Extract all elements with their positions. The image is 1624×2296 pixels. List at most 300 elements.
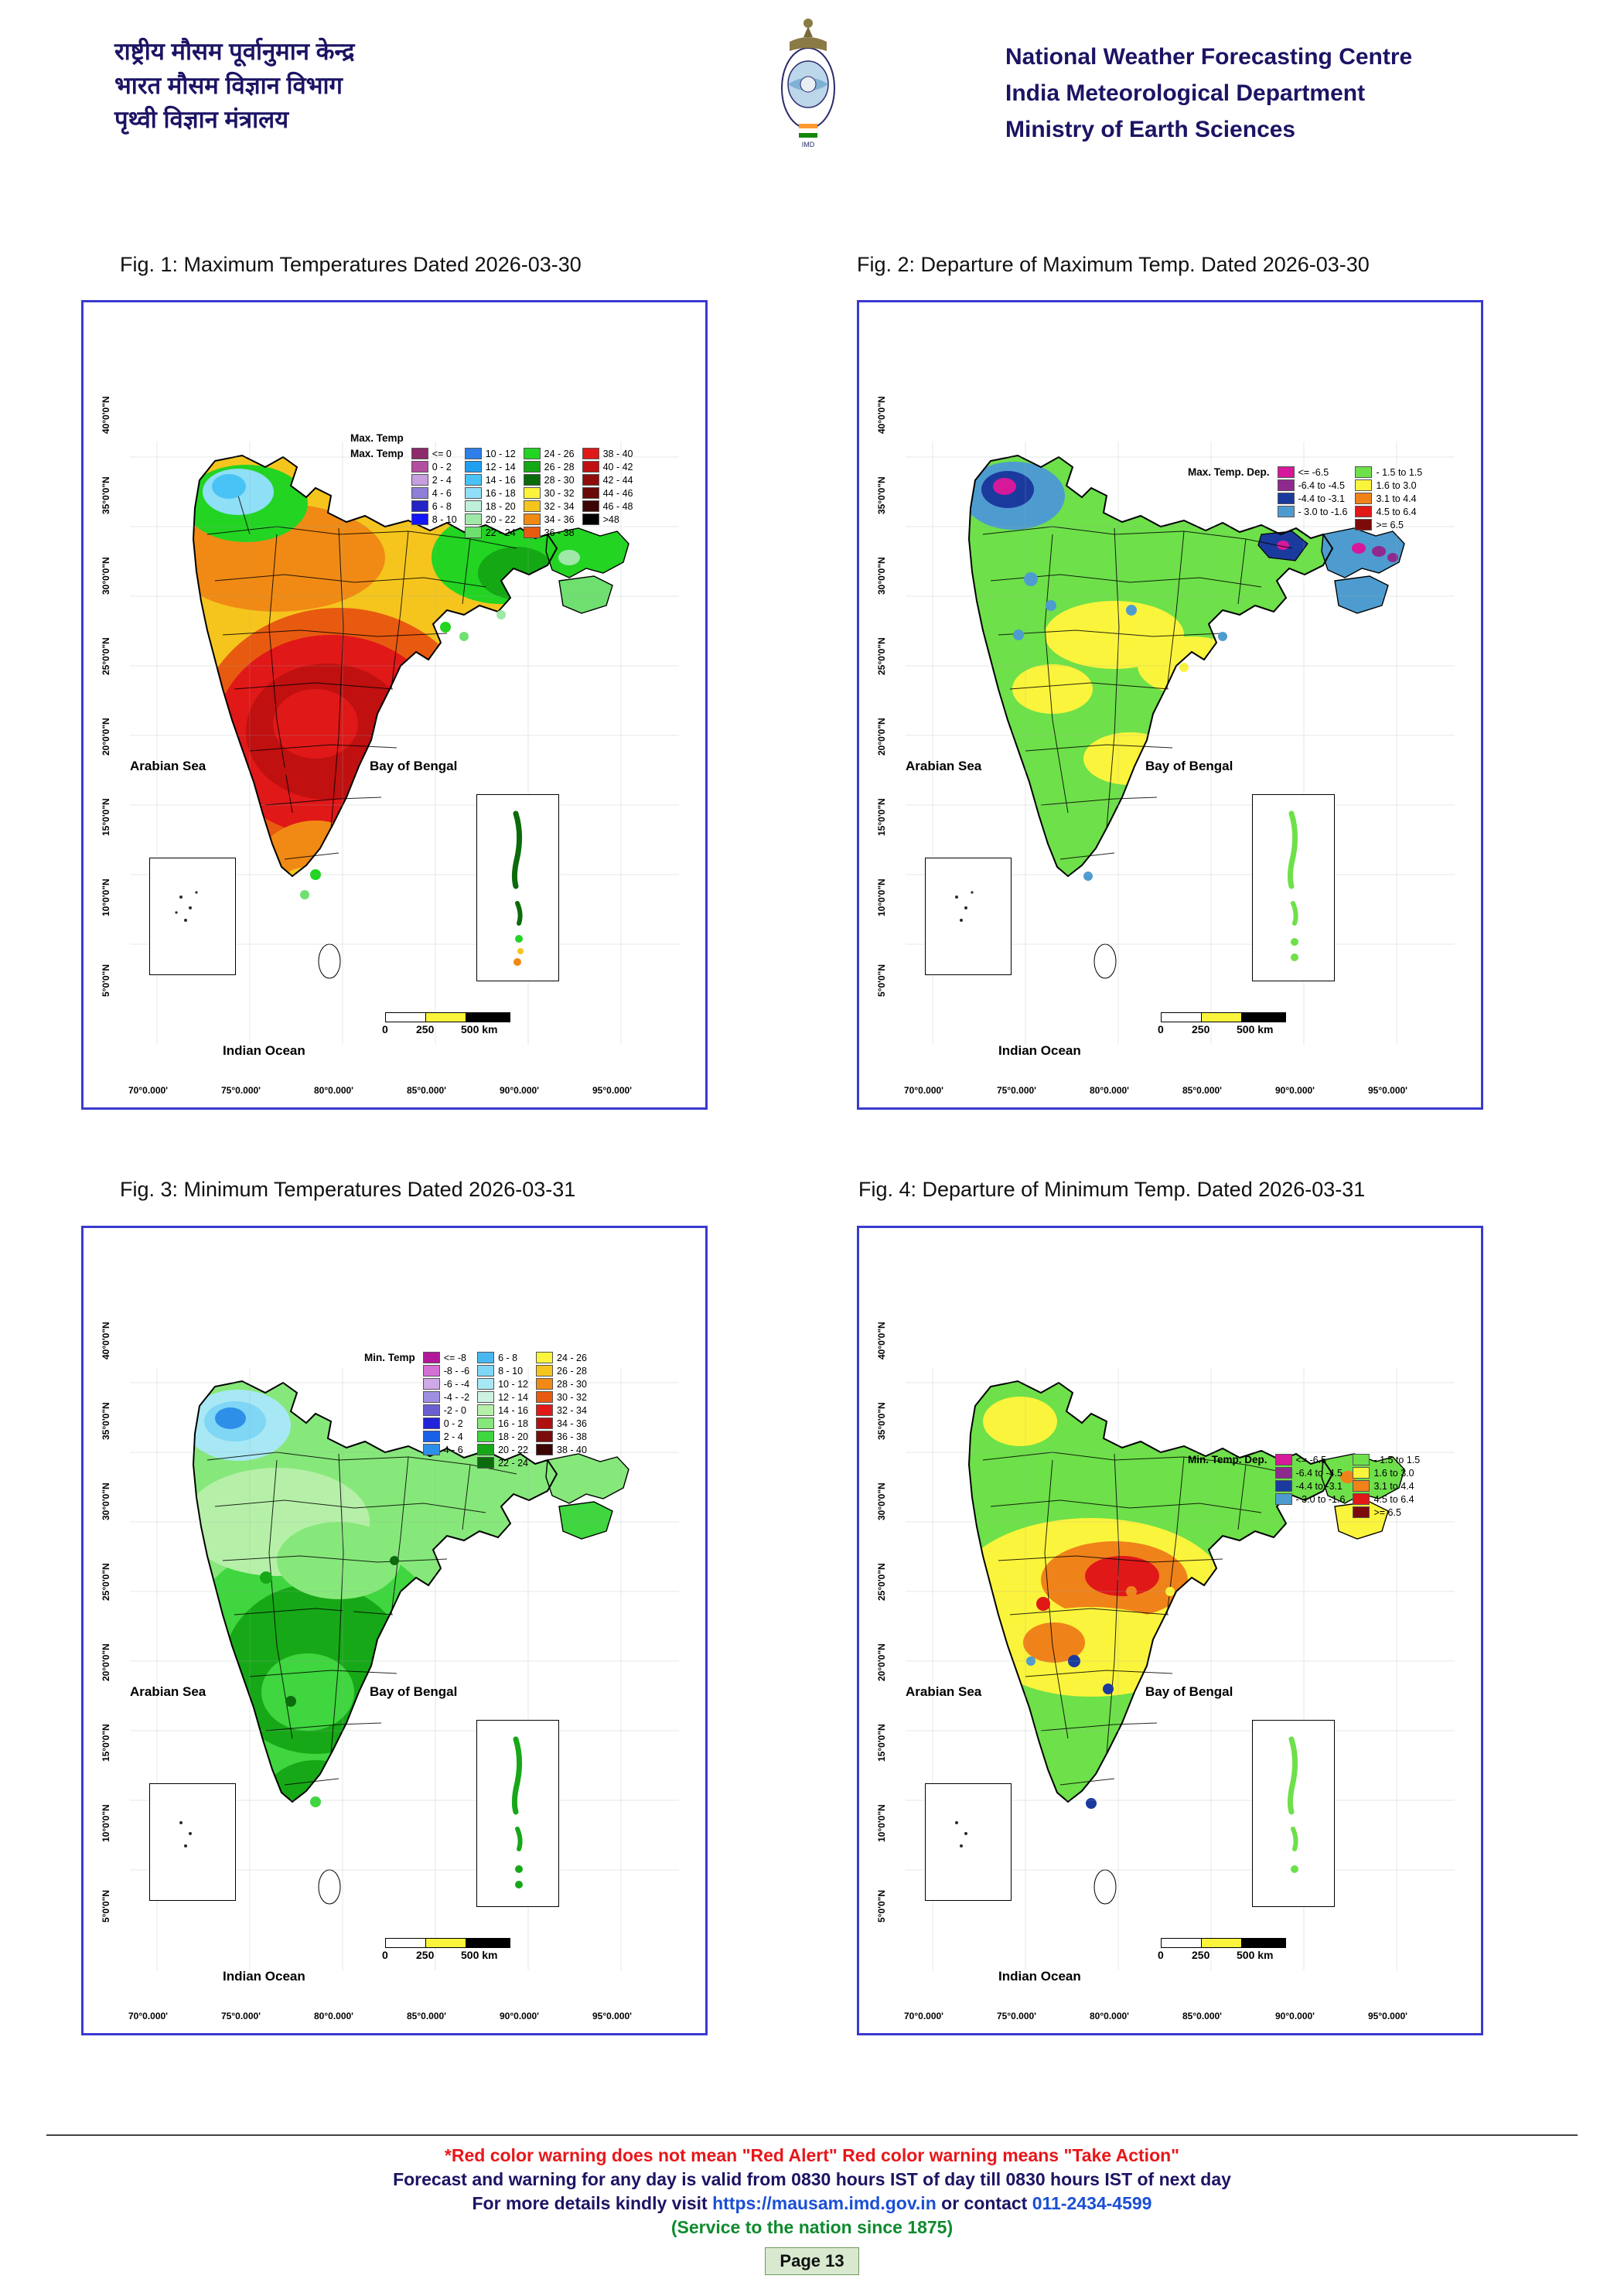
legend-label: -2 - 0 (443, 1404, 466, 1416)
legend-label: 8 - 10 (432, 513, 457, 525)
imd-website-link[interactable]: https://mausam.imd.gov.in (712, 2193, 937, 2213)
lat-label-5n: 5°0'0"N (101, 1889, 111, 1922)
lat-label-15n: 15°0'0"N (101, 798, 111, 836)
legend-label: 16 - 18 (485, 487, 516, 499)
legend-label: -6.4 to -4.5 (1295, 1467, 1343, 1479)
figure-2-caption: Fig. 2: Departure of Maximum Temp. Dated 2026-03-30 (857, 253, 1370, 276)
svg-text:IMD: IMD (801, 141, 815, 148)
legend-label: 26 - 28 (557, 1365, 587, 1377)
legend-label: 18 - 20 (498, 1431, 529, 1442)
legend-swatch (477, 1457, 494, 1469)
legend-label: <= -8 (443, 1352, 466, 1363)
indian-ocean-label: Indian Ocean (223, 1043, 305, 1058)
legend-item (536, 1391, 587, 1403)
lon-label-95e: 95°0.000' (592, 1085, 633, 1096)
legend-label: 10 - 12 (498, 1378, 529, 1390)
legend-item (423, 1418, 469, 1429)
legend-label: 16 - 18 (498, 1418, 529, 1429)
figure-3-legend (364, 1352, 587, 1469)
legend-label: 38 - 40 (557, 1444, 587, 1455)
andaman-nicobar-inset (476, 794, 559, 981)
legend-title-column (364, 1352, 415, 1469)
lon-label-90e: 90°0.000' (1275, 1085, 1315, 1096)
legend-swatch (423, 1352, 440, 1363)
legend-swatch (423, 1444, 440, 1455)
header-english-line-1: National Weather Forecasting Centre (1005, 44, 1413, 70)
lat-label-35n: 35°0'0"N (876, 476, 887, 514)
legend-swatch (1353, 1467, 1370, 1479)
legend-label: 28 - 30 (557, 1378, 587, 1390)
header-hindi-line-3: पृथ्वी विज्ञान मंत्रालय (114, 106, 289, 133)
legend-swatch (477, 1431, 494, 1442)
legend-item (477, 1391, 528, 1403)
legend-item (524, 487, 575, 499)
legend-swatch (465, 448, 482, 459)
legend-item (1353, 1506, 1420, 1518)
legend-swatch (582, 500, 599, 512)
lat-label-25n: 25°0'0"N (876, 1563, 887, 1601)
scale-500-label: 500 km (461, 1023, 498, 1035)
header-english-block (1005, 39, 1412, 148)
legend-item (524, 500, 575, 512)
legend-columns (1188, 1454, 1420, 1518)
legend-label: 34 - 36 (557, 1418, 587, 1429)
scale-250-label: 250 (416, 1023, 435, 1035)
legend-item (411, 448, 457, 459)
legend-label: 0 - 2 (443, 1418, 463, 1429)
legend-item (1278, 466, 1348, 478)
legend-item (1355, 519, 1422, 531)
legend-swatch (423, 1391, 440, 1403)
lakshadweep-inset (925, 1783, 1012, 1901)
legend-title-col (350, 432, 404, 448)
lat-label-40n: 40°0'0"N (101, 396, 111, 434)
legend-swatch (423, 1365, 440, 1377)
legend-swatch (536, 1365, 553, 1377)
legend-label: -6 - -4 (443, 1378, 470, 1390)
legend-label: 10 - 12 (485, 448, 516, 459)
legend-label: 20 - 22 (498, 1444, 529, 1455)
legend-item (465, 487, 516, 499)
legend-item (582, 513, 633, 525)
legend-swatch (477, 1418, 494, 1429)
legend-swatch (582, 448, 599, 459)
legend-item (423, 1431, 469, 1442)
legend-swatch (582, 474, 599, 486)
lat-label-30n: 30°0'0"N (876, 557, 887, 595)
legend-item (477, 1378, 528, 1390)
lat-label-15n: 15°0'0"N (876, 798, 887, 836)
legend-label: 18 - 20 (485, 500, 516, 512)
lon-label-95e: 95°0.000' (1368, 2011, 1408, 2021)
legend-swatch (1355, 506, 1372, 517)
legend-swatch (536, 1391, 553, 1403)
legend-item (477, 1457, 528, 1469)
legend-label: 36 - 38 (544, 527, 575, 538)
legend-swatch (465, 527, 482, 538)
legend-column-1 (1355, 466, 1422, 531)
legend-label: 28 - 30 (544, 474, 575, 486)
legend-label: -4 - -2 (443, 1391, 470, 1403)
legend-label: - 1.5 to 1.5 (1373, 1454, 1421, 1465)
header-hindi-line-2: भारत मौसम विज्ञान विभाग (114, 72, 343, 99)
legend-swatch (536, 1378, 553, 1390)
lat-label-35n: 35°0'0"N (876, 1402, 887, 1440)
legend-item (423, 1391, 469, 1403)
indian-ocean-label: Indian Ocean (998, 1043, 1081, 1058)
legend-swatch (524, 474, 541, 486)
legend-title: Min. Temp. Dep. (1188, 1454, 1267, 1465)
legend-item (1353, 1467, 1420, 1479)
lat-label-20n: 20°0'0"N (101, 1643, 111, 1681)
legend-column-2 (524, 448, 575, 538)
lat-label-40n: 40°0'0"N (101, 1322, 111, 1360)
figure-4-map-panel[interactable] (857, 1226, 1483, 2035)
lakshadweep-inset (149, 858, 236, 975)
lon-label-70e: 70°0.000' (128, 2011, 169, 2021)
legend-label: 32 - 34 (557, 1404, 587, 1416)
legend-label: 24 - 26 (557, 1352, 587, 1363)
legend-label: 24 - 26 (544, 448, 575, 459)
legend-swatch (477, 1444, 494, 1455)
legend-item (1353, 1454, 1420, 1465)
legend-swatch (465, 500, 482, 512)
legend-title-column (1188, 466, 1270, 531)
scale-0-label: 0 (1158, 1949, 1164, 1961)
lat-label-10n: 10°0'0"N (876, 878, 887, 916)
lat-label-25n: 25°0'0"N (876, 637, 887, 675)
legend-swatch (423, 1378, 440, 1390)
legend-swatch (477, 1365, 494, 1377)
legend-item (477, 1431, 528, 1442)
legend-label: 4 - 6 (443, 1444, 463, 1455)
lon-label-75e: 75°0.000' (997, 1085, 1037, 1096)
lon-label-75e: 75°0.000' (221, 1085, 261, 1096)
legend-item (423, 1352, 469, 1363)
legend-item (477, 1418, 528, 1429)
legend-label: 32 - 34 (544, 500, 575, 512)
scale-0-label: 0 (382, 1023, 388, 1035)
legend-item (524, 461, 575, 473)
legend-swatch (411, 461, 428, 473)
legend-swatch (1278, 479, 1295, 491)
legend-label: 44 - 46 (602, 487, 633, 499)
legend-column-0 (423, 1352, 469, 1469)
legend-item (423, 1444, 469, 1455)
legend-swatch (524, 527, 541, 538)
legend-item (411, 487, 457, 499)
legend-item (477, 1444, 528, 1455)
legend-swatch (1353, 1480, 1370, 1492)
header-english-line-3: Ministry of Earth Sciences (1005, 117, 1296, 142)
legend-swatch (423, 1404, 440, 1416)
legend-swatch (465, 487, 482, 499)
legend-label: 20 - 22 (485, 513, 516, 525)
lat-label-30n: 30°0'0"N (101, 557, 111, 595)
legend-swatch (1355, 479, 1372, 491)
legend-item (465, 513, 516, 525)
legend-swatch (465, 474, 482, 486)
legend-swatch (1355, 519, 1372, 531)
legend-swatch (524, 500, 541, 512)
legend-item (536, 1352, 587, 1363)
legend-columns (1188, 466, 1422, 531)
figure-1-map-panel[interactable] (81, 300, 708, 1110)
lat-label-15n: 15°0'0"N (101, 1724, 111, 1762)
legend-swatch (411, 448, 428, 459)
legend-swatch (423, 1418, 440, 1429)
legend-column-1 (477, 1352, 528, 1469)
legend-label: 22 - 24 (498, 1457, 529, 1469)
lat-label-25n: 25°0'0"N (101, 637, 111, 675)
legend-label: 6 - 8 (432, 500, 452, 512)
legend-label: 1.6 to 3.0 (1376, 479, 1417, 491)
legend-column-0 (1278, 466, 1348, 531)
legend-item (477, 1404, 528, 1416)
legend-swatch (411, 513, 428, 525)
legend-item (536, 1431, 587, 1442)
legend-label: >= 6.5 (1373, 1506, 1401, 1518)
figure-1-legend-title: Max. Temp (350, 432, 404, 444)
legend-column-0 (411, 448, 457, 538)
legend-label: 4.5 to 6.4 (1376, 506, 1417, 517)
legend-column-1 (1353, 1454, 1420, 1518)
bay-of-bengal-label: Bay of Bengal (1145, 1684, 1233, 1699)
lon-label-70e: 70°0.000' (128, 1085, 169, 1096)
legend-item (582, 474, 633, 486)
legend-label: 12 - 14 (498, 1391, 529, 1403)
india-min-temp-departure-map (859, 1228, 1483, 2035)
lat-label-5n: 5°0'0"N (876, 1889, 887, 1922)
legend-item (465, 448, 516, 459)
figure-1-caption: Fig. 1: Maximum Temperatures Dated 2026-03-30 (120, 253, 582, 276)
legend-label: <= -6.5 (1298, 466, 1329, 478)
legend-swatch (411, 474, 428, 486)
legend-swatch (1353, 1506, 1370, 1518)
header-hindi-block (114, 35, 354, 137)
legend-label: 8 - 10 (498, 1365, 524, 1377)
legend-label: 40 - 42 (602, 461, 633, 473)
lon-label-90e: 90°0.000' (500, 2011, 540, 2021)
legend-title: Min. Temp (364, 1352, 415, 1363)
legend-swatch (524, 513, 541, 525)
lon-label-85e: 85°0.000' (407, 1085, 447, 1096)
figure-3-map-panel[interactable] (81, 1226, 708, 2035)
legend-item (1353, 1493, 1420, 1505)
legend-label: 2 - 4 (432, 474, 452, 486)
page-footer (0, 2134, 1624, 2275)
legend-item (1275, 1454, 1346, 1465)
legend-item (411, 500, 457, 512)
legend-item (536, 1404, 587, 1416)
header-hindi-line-1: राष्ट्रीय मौसम पूर्वानुमान केन्द्र (114, 38, 355, 65)
lon-label-80e: 80°0.000' (314, 1085, 354, 1096)
footer-red-warning: *Red color warning does not mean "Red Alert" Red color warning means "Take Action" (444, 2145, 1180, 2165)
legend-item (1353, 1480, 1420, 1492)
figure-4-legend (1188, 1454, 1420, 1518)
legend-column-1 (465, 448, 516, 538)
lat-label-30n: 30°0'0"N (876, 1482, 887, 1520)
legend-label: -8 - -6 (443, 1365, 470, 1377)
lat-label-10n: 10°0'0"N (101, 1804, 111, 1842)
lat-label-20n: 20°0'0"N (876, 718, 887, 756)
lon-label-75e: 75°0.000' (221, 2011, 261, 2021)
figure-4-caption: Fig. 4: Departure of Minimum Temp. Dated 2026-03-31 (858, 1178, 1366, 1201)
legend-label: 26 - 28 (544, 461, 575, 473)
figure-3-caption: Fig. 3: Minimum Temperatures Dated 2026-03-31 (120, 1178, 576, 1201)
page-header (0, 0, 1624, 193)
legend-label: 30 - 32 (544, 487, 575, 499)
legend-label: -4.4 to -3.1 (1298, 493, 1345, 504)
legend-item (423, 1365, 469, 1377)
lon-label-80e: 80°0.000' (1090, 1085, 1130, 1096)
india-max-temp-departure-map (859, 302, 1483, 1110)
legend-item (582, 448, 633, 459)
legend-swatch (524, 448, 541, 459)
legend-item (1275, 1493, 1346, 1505)
lat-label-10n: 10°0'0"N (101, 878, 111, 916)
lat-label-35n: 35°0'0"N (101, 1402, 111, 1440)
legend-label: 46 - 48 (602, 500, 633, 512)
legend-swatch (465, 513, 482, 525)
scale-250-label: 250 (1192, 1023, 1210, 1035)
scale-250-label: 250 (1192, 1949, 1210, 1961)
footer-contact-mid: or contact (936, 2193, 1032, 2213)
legend-item (1355, 506, 1422, 517)
legend-label: - 3.0 to -1.6 (1298, 506, 1348, 517)
lat-label-15n: 15°0'0"N (876, 1724, 887, 1762)
figure-2-map-panel[interactable] (857, 300, 1483, 1110)
legend-swatch (536, 1431, 553, 1442)
lon-label-90e: 90°0.000' (500, 1085, 540, 1096)
india-max-temperature-map (84, 302, 708, 1110)
lat-label-5n: 5°0'0"N (101, 964, 111, 997)
legend-swatch (582, 461, 599, 473)
legend-swatch (524, 461, 541, 473)
legend-swatch (1278, 493, 1295, 504)
legend-columns (364, 1352, 587, 1469)
legend-column-3 (582, 448, 633, 538)
arabian-sea-label: Arabian Sea (130, 759, 206, 773)
legend-swatch (1275, 1480, 1292, 1492)
legend-item (536, 1378, 587, 1390)
legend-title: Max. Temp (350, 448, 404, 459)
legend-swatch (524, 487, 541, 499)
india-national-emblem-icon (762, 11, 855, 165)
legend-column-2 (536, 1352, 587, 1469)
legend-columns (350, 448, 633, 538)
legend-item (1275, 1480, 1346, 1492)
lon-label-80e: 80°0.000' (1090, 2011, 1130, 2021)
legend-swatch (582, 487, 599, 499)
bay-of-bengal-label: Bay of Bengal (370, 759, 458, 773)
legend-label: 36 - 38 (557, 1431, 587, 1442)
legend-swatch (536, 1444, 553, 1455)
legend-item (1278, 506, 1348, 517)
legend-label: 4.5 to 6.4 (1373, 1493, 1414, 1505)
legend-swatch (477, 1378, 494, 1390)
legend-label: 0 - 2 (432, 461, 452, 473)
legend-label: 4 - 6 (432, 487, 452, 499)
legend-item (477, 1365, 528, 1377)
figure-2-legend (1188, 466, 1422, 531)
legend-item (465, 527, 516, 538)
legend-label: 34 - 36 (544, 513, 575, 525)
legend-title-column (1188, 1454, 1267, 1518)
lon-label-85e: 85°0.000' (1182, 2011, 1223, 2021)
bay-of-bengal-label: Bay of Bengal (1145, 759, 1233, 773)
legend-label: - 3.0 to -1.6 (1295, 1493, 1346, 1505)
andaman-nicobar-inset (1252, 1720, 1335, 1907)
legend-label: 1.6 to 3.0 (1373, 1467, 1414, 1479)
lon-label-90e: 90°0.000' (1275, 2011, 1315, 2021)
legend-label: 22 - 24 (485, 527, 516, 538)
legend-item (423, 1404, 469, 1416)
footer-divider (46, 2134, 1578, 2136)
scale-0-label: 0 (1158, 1023, 1164, 1035)
lon-label-70e: 70°0.000' (904, 1085, 944, 1096)
legend-label: 14 - 16 (485, 474, 516, 486)
legend-swatch (536, 1352, 553, 1363)
imd-phone-number: 011-2434-4599 (1032, 2193, 1152, 2213)
andaman-nicobar-inset (1252, 794, 1335, 981)
legend-label: 12 - 14 (485, 461, 516, 473)
legend-label: 2 - 4 (443, 1431, 463, 1442)
legend-swatch (1355, 493, 1372, 504)
legend-swatch (1275, 1467, 1292, 1479)
figure-1-legend (350, 432, 633, 538)
legend-item (1355, 493, 1422, 504)
scale-500-label: 500 km (461, 1949, 498, 1961)
lat-label-5n: 5°0'0"N (876, 964, 887, 997)
legend-swatch (411, 500, 428, 512)
legend-column-0 (1275, 1454, 1346, 1518)
lon-label-95e: 95°0.000' (592, 2011, 633, 2021)
lon-label-75e: 75°0.000' (997, 2011, 1037, 2021)
legend-label: 3.1 to 4.4 (1376, 493, 1417, 504)
legend-label: >= 6.5 (1376, 519, 1404, 531)
legend-item (1278, 493, 1348, 504)
legend-label: -4.4 to -3.1 (1295, 1480, 1343, 1492)
lat-label-40n: 40°0'0"N (876, 1322, 887, 1360)
legend-item (1278, 479, 1348, 491)
lat-label-35n: 35°0'0"N (101, 476, 111, 514)
legend-item (465, 474, 516, 486)
legend-label: >48 (602, 513, 619, 525)
legend-item (524, 513, 575, 525)
legend-item (1355, 466, 1422, 478)
lon-label-85e: 85°0.000' (1182, 1085, 1223, 1096)
lat-label-40n: 40°0'0"N (876, 396, 887, 434)
legend-swatch (1355, 466, 1372, 478)
page-number-badge: Page 13 (765, 2247, 858, 2275)
legend-title: Max. Temp. Dep. (1188, 466, 1270, 478)
legend-item (477, 1352, 528, 1363)
footer-validity-note: Forecast and warning for any day is valid from 0830 hours IST of day till 0830 hours IST of next day (393, 2169, 1231, 2189)
legend-swatch (1353, 1493, 1370, 1505)
legend-label: <= -6.5 (1295, 1454, 1327, 1465)
legend-label: 38 - 40 (602, 448, 633, 459)
legend-label: - 1.5 to 1.5 (1376, 466, 1423, 478)
legend-label: 42 - 44 (602, 474, 633, 486)
legend-item (465, 461, 516, 473)
legend-swatch (536, 1404, 553, 1416)
legend-item (524, 448, 575, 459)
lakshadweep-inset (149, 1783, 236, 1901)
legend-swatch (1278, 506, 1295, 517)
legend-label: 3.1 to 4.4 (1373, 1480, 1414, 1492)
legend-item (465, 500, 516, 512)
